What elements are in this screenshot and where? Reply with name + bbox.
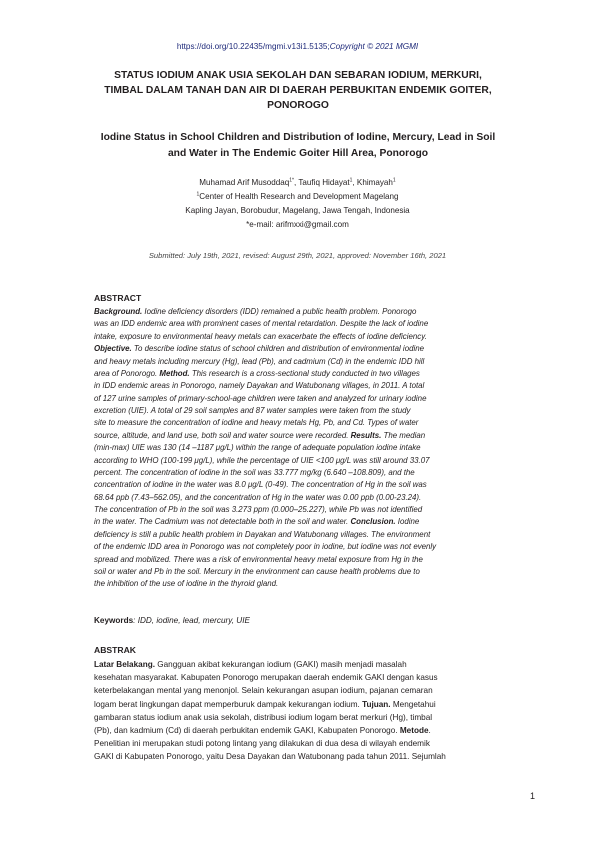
abstract-line: source, altitude, and land use, both soil and water source were recorded. Results. The median (94, 430, 426, 440)
abstrak-line: gambaran status iodium anak usia sekolah, distribusi iodium logam berat merkuri (Hg), timbal (94, 712, 433, 722)
title-en-line: Iodine Status in School Children and Distribution of Iodine, Mercury, Lead in Soil (100, 132, 496, 143)
abstract-line: and heavy metals including mercury (Hg), lead (Pb), and cadmium (Cd) in the endemic IDD hill (94, 356, 425, 366)
abstract-line: The concentration of Pb in the soil was 3.273 ppm (0.000–25.227), while Pb was not identified (94, 505, 423, 514)
abstrak-line: GAKI di Kabupaten Ponorogo, yaitu Desa Dayakan dan Watubonang pada tahun 2011. Sejumlah (94, 752, 446, 762)
abstrak-line: Latar Belakang. Gangguan akibat kekurangan iodium (GAKI) masih menjadi masalah (94, 660, 407, 669)
abstrak-line: keterbelakangan mental yang menonjol. Selain kekurangan asupan iodium, pajanan cemaran (94, 686, 433, 696)
abstract-english-body (94, 306, 511, 591)
abstract-line: intake, exposure to environmental heavy metals can exacerbate the effects of iodine deficiency. (94, 331, 427, 341)
title-english (58, 130, 538, 161)
abstract-line: according to WHO (100-199 μg/L), while the percentage of UIE <100 μg/L was still around 33.07 (94, 455, 430, 465)
abstract-line: area of Ponorogo. Method. This research is a cross-sectional study conducted in two villages (94, 368, 420, 378)
abstract-indonesian-body (94, 658, 512, 764)
keywords-label: Keywords (94, 616, 134, 625)
submission-dates: Submitted: July 19th, 2021, revised: August 29th, 2021, approved: November 16th, 2021 (148, 251, 447, 260)
abstract-line: was an IDD endemic area with prominent cases of mental retardation. Despite the lack of iodine (94, 319, 429, 329)
copyright-text: Copyright © 2021 MGMI (329, 42, 419, 51)
author-names: Muhamad Arif Musoddaq$^{1*}$, Taufiq Hidayat$^1$, Khimayah$^1$ (199, 177, 396, 187)
keywords-value: : IDD, iodine, lead, mercury, UIE (133, 616, 250, 625)
author-block (0, 176, 595, 232)
keywords (94, 616, 250, 625)
abstract-line: Background. Iodine deficiency disorders (IDD) remained a public health problem. Ponorogo (94, 307, 417, 316)
page-number: 1 (530, 791, 536, 801)
abstract-line: in IDD endemic areas in Ponorogo, namely Dayakan and Watubonang villages, in 2011. A total (94, 381, 425, 391)
title-id-line: PONOROGO (267, 99, 329, 111)
title-id-line: STATUS IODIUM ANAK USIA SEKOLAH DAN SEBARAN IODIUM, MERKURI, (114, 70, 482, 81)
title-en-line: and Water in The Endemic Goiter Hill Area, Ponorogo (167, 147, 429, 159)
doi-link[interactable]: https://doi.org/10.22435/mgmi.v13i1.5135; (176, 42, 330, 51)
abstract-line: in the water. The Cadmium was not detectable both in the soil and water. Conclusion. Iodine (94, 517, 420, 527)
author-address: Kapling Jayan, Borobudur, Magelang, Jawa Tengah, Indonesia (185, 206, 410, 215)
title-id-line: TIMBAL DALAM TANAH DAN AIR DI DAERAH PERBUKITAN ENDEMIK GOITER, (104, 84, 492, 96)
abstract-line: site to measure the concentration of iodine and heavy metals Hg, Pb, and Cd. Types of water (94, 418, 419, 428)
abstract-line: of 127 urine samples of primary-school-age children were taken and analyzed for urinary iodine (94, 393, 427, 403)
author-email[interactable]: *e-mail: arifmxxi@gmail.com (246, 220, 349, 229)
title-indonesian (58, 69, 538, 113)
abstrak-line: Penelitian ini merupakan studi potong lintang yang dilakukan di dua desa di wilayah endemik (94, 739, 430, 749)
abstract-line: concentration of iodine in the water was 8.0 μg/L (0-49). The concentration of Hg in the soil was (94, 480, 427, 490)
abstract-line: spread and mobilized. There was a risk of environmental heavy metal exposure from Hg in the (94, 554, 423, 564)
abstract-line: excretion (UIE). A total of 29 soil samples and 87 water samples were taken from the study (94, 406, 411, 415)
author-affiliation: $^1$Center of Health Research and Development Magelang (196, 191, 399, 201)
abstract-line: percent. The concentration of iodine in the soil was 33.777 mg/kg (6.640 –108.809), and the (94, 467, 415, 477)
abstract-line: deficiency is still a public health problem in Dayakan and Watubonang villages. The environment (94, 529, 431, 539)
abstrak-line: kesehatan masyarakat. Kabupaten Ponorogo merupakan daerah endemik GAKI dengan kasus (94, 673, 438, 683)
abstrak-line: (Pb), dan kadmium (Cd) di daerah perbukitan endemik GAKI, Kabupaten Ponorogo. Metode. (94, 726, 431, 736)
doi-header (0, 42, 595, 51)
abstract-line: Objective. To describe iodine status of school children and distribution of environmental iodine (94, 344, 424, 354)
abstract-line: 68.64 ppb (7.43–562.05), and the concentration of Hg in the water was 0.00 ppb (0.00-23.24). (94, 492, 422, 502)
abstract-heading: ABSTRACT (94, 293, 142, 303)
abstrak-line: logam berat lingkungan dapat memperburuk dampak kekurangan iodium. Tujuan. Mengetahui (94, 699, 436, 709)
abstract-line: soil or water and Pb in the soil. Mercury in the environment can cause health problems due to (94, 566, 420, 576)
abstract-line: the inhibition of the use of iodine in the thyroid gland. (94, 579, 279, 589)
abstract-line: (min-max) UIE was 130 (14 –1187 μg/L) within the range of adequate population iodine intake (94, 443, 421, 453)
abstrak-heading: ABSTRAK (94, 645, 137, 655)
abstract-line: of the endemic IDD area in Ponorogo was not completely poor in iodine, but iodine was not evenly (94, 542, 437, 552)
